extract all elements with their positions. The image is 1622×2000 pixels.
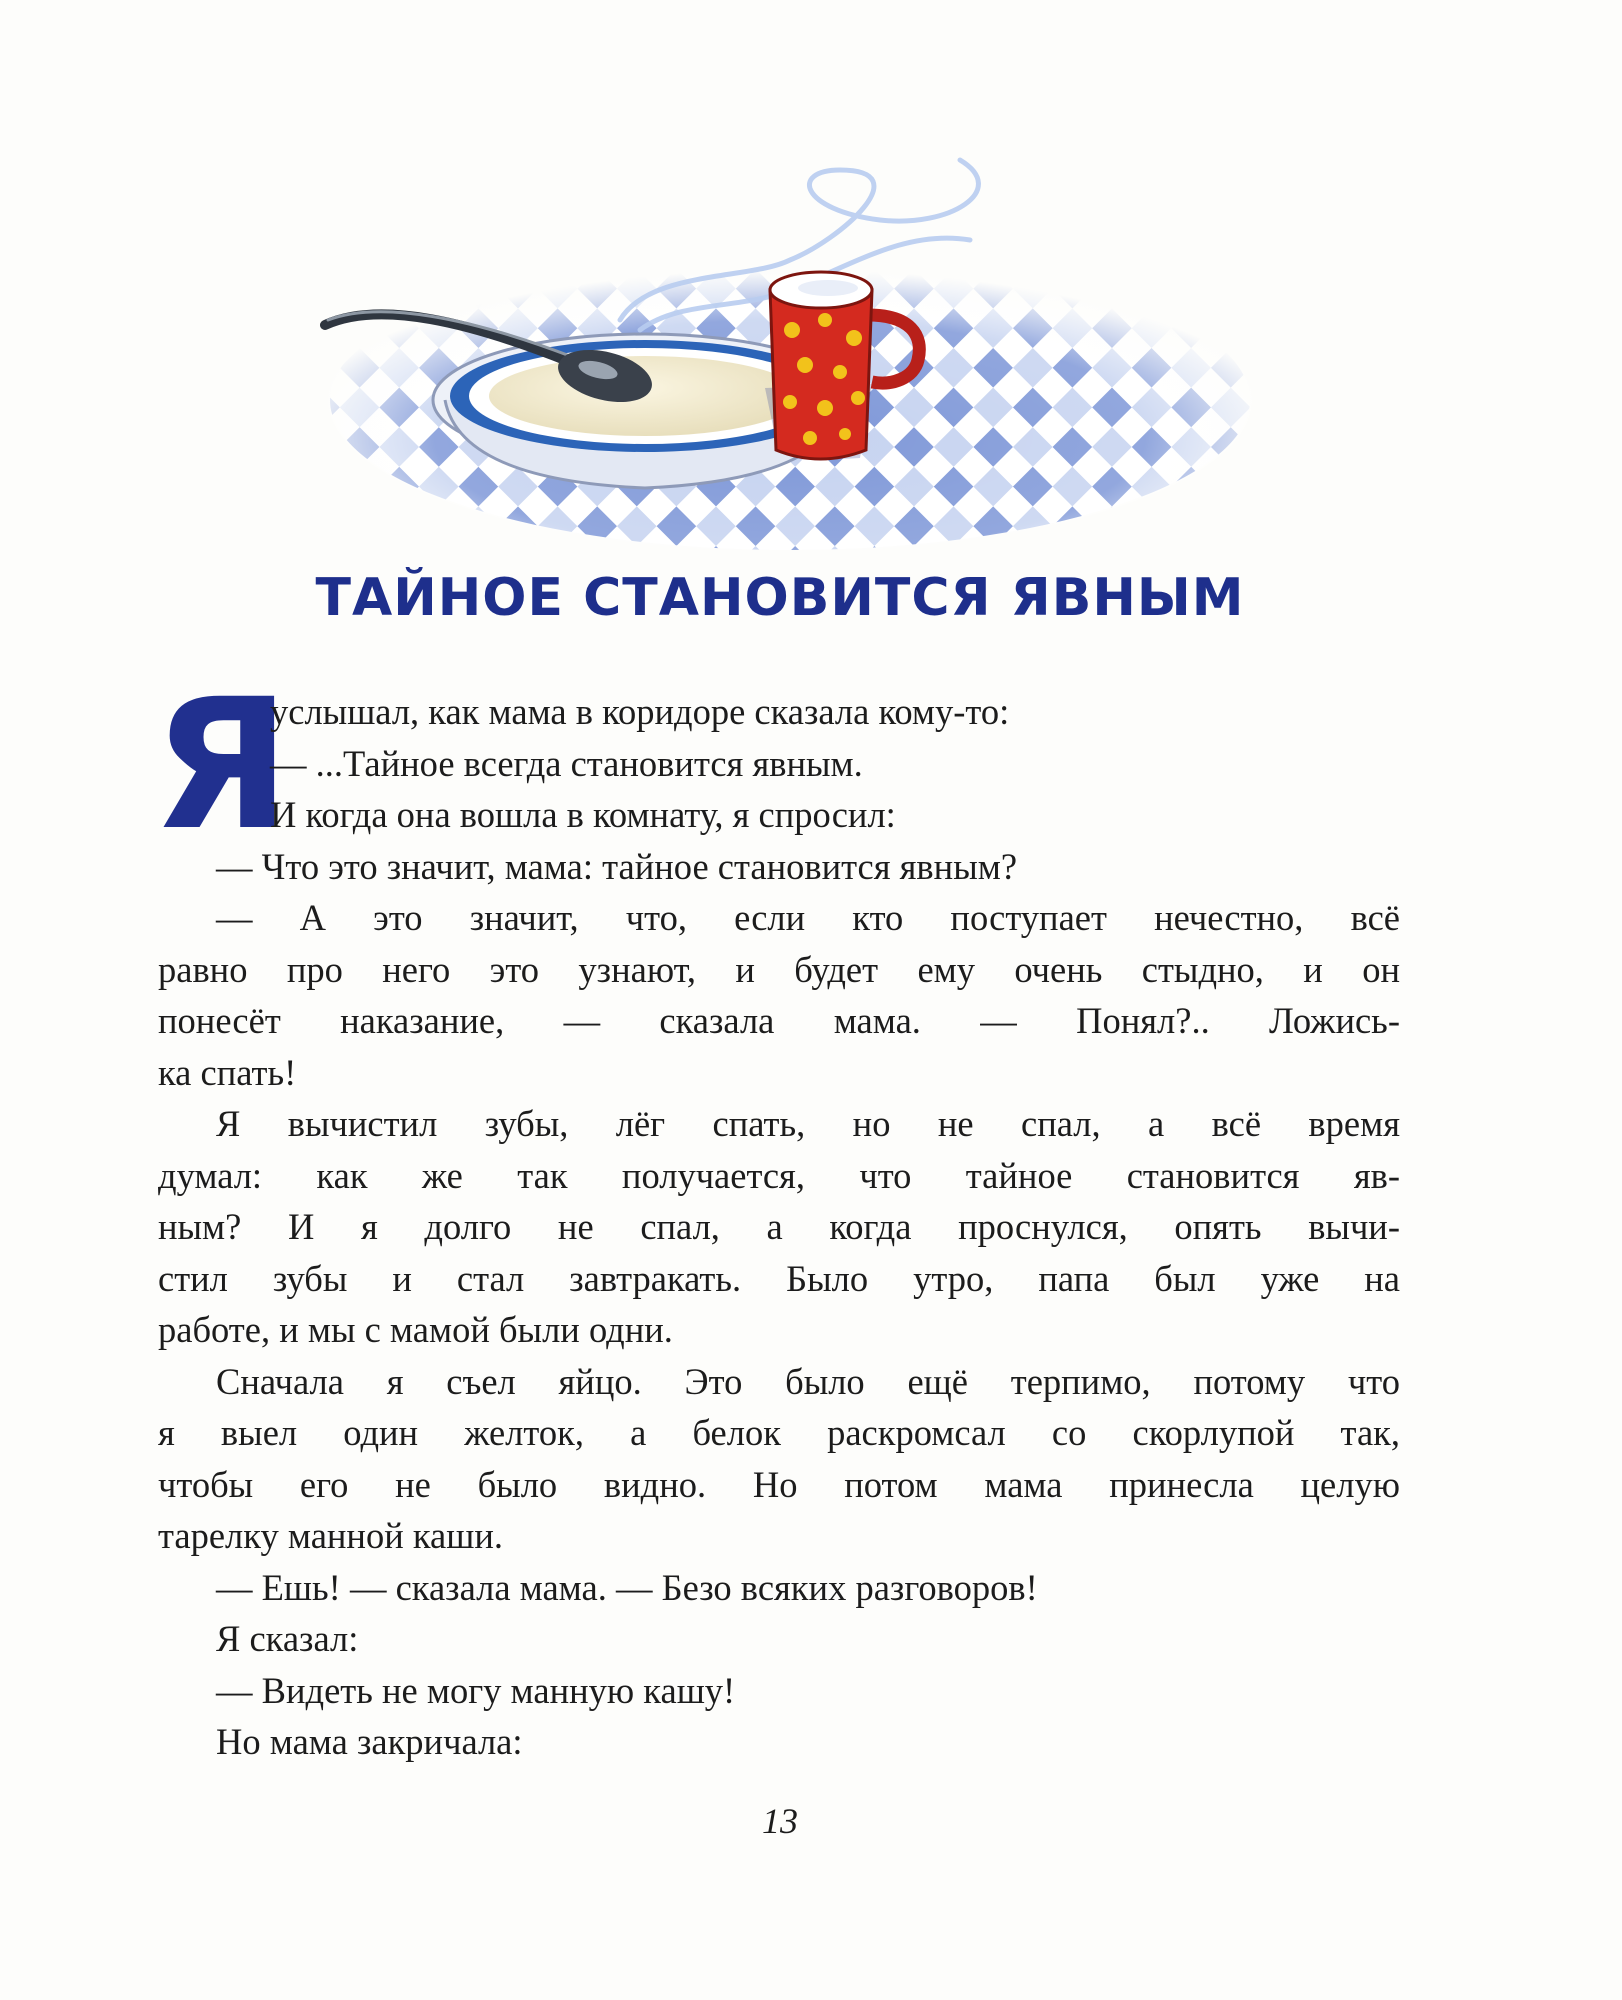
text-line: — Ешь! — сказала мама. — Безо всяких разговоров! [216,1566,1038,1608]
text-line: стил зубы и стал завтракать. Было утро, папа был уже на [158,1257,1400,1299]
text-line: ка спать! [158,1051,297,1093]
text-line: работе, и мы с мамой были одни. [158,1309,673,1350]
text-line: Я сказал: [216,1618,359,1659]
text-line: понесёт наказание, — сказала мама. — Понял?.. Ложись- [158,1000,1400,1041]
page-number: 13 [762,1801,798,1841]
text-line: — А это значит, что, если кто поступает нечестно, всё [216,897,1400,938]
text-line: равно про него это узнают, и будет ему очень стыдно, и он [158,948,1400,990]
text-line: чтобы его не было видно. Но потом мама принесла целую [158,1463,1400,1505]
text-line: я выел один желток, а белок раскромсал со скорлупой так, [158,1412,1400,1453]
text-line: Но мама закричала: [216,1721,523,1762]
text-line: тарелку манной каши. [158,1515,504,1556]
story-text [158,686,1400,1768]
story-title: ТАЙНОЕ СТАНОВИТСЯ ЯВНЫМ [315,568,1245,628]
text-line: Сначала я съел яйцо. Это было ещё терпимо, потому что [216,1360,1400,1402]
text-line: Я вычистил зубы, лёг спать, но не спал, а всё время [216,1103,1400,1144]
text-line: И когда она вошла в комнату, я спросил: [270,794,896,835]
text-line: думал: как же так получается, что тайное становится яв- [158,1154,1400,1196]
text-line: — ...Тайное всегда становится явным. [270,742,863,784]
text-line: — Что это значит, мама: тайное становится явным? [216,845,1018,887]
drop-cap: Я [152,661,291,870]
text-line: услышал, как мама в коридоре сказала кому-то: [270,691,1010,732]
text-line: ным? И я долго не спал, а когда проснулся, опять вычи- [158,1206,1400,1247]
text-line: — Видеть не могу манную кашу! [216,1669,736,1711]
porridge-breakfast-illustration [320,150,1320,550]
